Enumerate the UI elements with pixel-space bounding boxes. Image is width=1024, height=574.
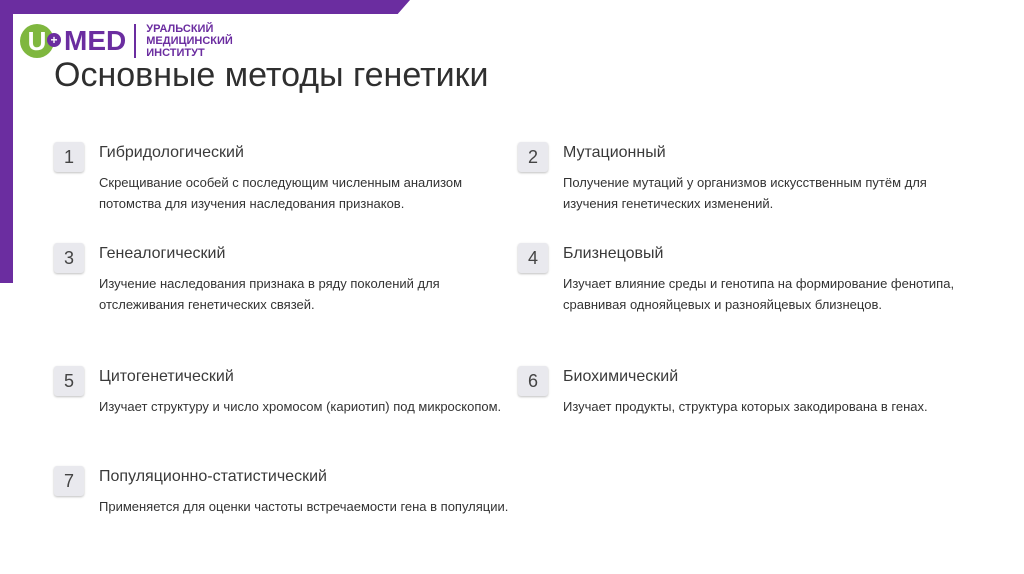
- method-number: 6: [518, 366, 548, 396]
- logo-org-line: МЕДИЦИНСКИЙ: [146, 35, 233, 47]
- method-description: Изучает продукты, структура которых закодирована в генах.: [563, 399, 928, 414]
- method-name: Биохимический: [563, 368, 679, 385]
- method-number: 1: [54, 142, 84, 172]
- logo-med-text: MED: [64, 25, 127, 56]
- purple-side-bar: [0, 0, 13, 283]
- method-number: 4: [518, 243, 548, 273]
- logo-org-line: УРАЛЬСКИЙ: [146, 23, 214, 35]
- method-name: Генеалогический: [99, 245, 226, 262]
- method-name: Популяционно-статистический: [99, 468, 327, 485]
- method-number: 2: [518, 142, 548, 172]
- method-number: 5: [54, 366, 84, 396]
- method-description: Изучает структуру и число хромосом (кариотип) под микроскопом.: [99, 399, 502, 414]
- method-number: 3: [54, 243, 84, 273]
- method-name: Мутационный: [563, 144, 666, 161]
- method-description: Применяется для оценки частоты встречаемости гена в популяции.: [99, 499, 509, 514]
- method-name: Цитогенетический: [99, 368, 234, 385]
- logo-divider: [134, 24, 136, 58]
- method-name: Близнецовый: [563, 245, 664, 262]
- method-description: Скрещивание особей с последующим численным анализом потомства для изучения наследования признаков.: [99, 175, 463, 211]
- purple-top-band: [0, 0, 410, 14]
- method-description: Изучает влияние среды и генотипа на формирование фенотипа, сравнивая однояйцевых и разнояйцевых близнецов.: [563, 276, 955, 312]
- logo-org-line: ИНСТИТУТ: [146, 47, 205, 59]
- method-name: Гибридологический: [99, 144, 244, 161]
- method-number: 7: [54, 466, 84, 496]
- slide-title: Основные методы генетики: [54, 56, 489, 94]
- logo-mark: [20, 24, 58, 58]
- logo-org-name: [146, 23, 233, 59]
- logo-plus-icon: +: [47, 33, 61, 47]
- method-description: Получение мутаций у организмов искусственным путём для изучения генетических изменений.: [563, 175, 927, 211]
- umed-logo: [20, 22, 233, 60]
- logo-mark-letter: U: [27, 26, 47, 56]
- method-description: Изучение наследования признака в ряду поколений для отслеживания генетических связей.: [99, 276, 440, 312]
